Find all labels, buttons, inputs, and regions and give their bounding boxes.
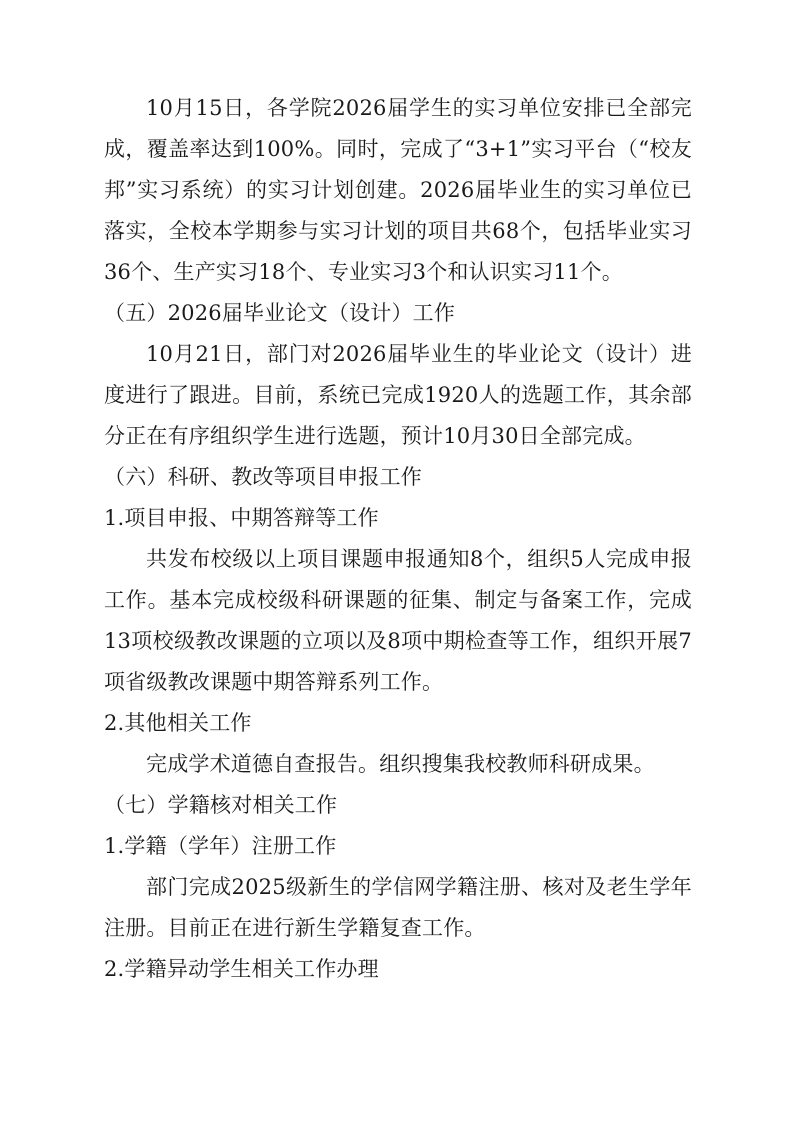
paragraph-internship-summary: 10月15日，各学院2026届学生的实习单位安排已全部完成，覆盖率达到100%。同时，完成了“3+1”实习平台（“校友邦”实习系统）的实习计划创建。2026届毕业生的实习单位已落实，全校本学期参与实习计划的项目共68个，包括毕业实习36个、生产实习18个、专业实习3个和认识实习11个。 [104,96,692,284]
heading-seven-item-two: 2.学籍异动学生相关工作办理 [104,957,379,981]
heading-six-item-one: 1.项目申报、中期答辩等工作 [104,506,379,530]
heading-section-six: （六）科研、教改等项目申报工作 [104,465,422,489]
heading-seven-item-one: 1.学籍（学年）注册工作 [104,834,337,858]
paragraph-other-work: 完成学术道德自查报告。组织搜集我校教师科研成果。 [146,752,655,776]
paragraph-project-declaration: 共发布校级以上项目课题申报通知8个，组织5人完成申报工作。基本完成校级科研课题的征集、制定与备案工作，完成13项校级教改课题的立项以及8项中期检查等工作，组织开展7项省级教改课题中期答辩系列工作。 [104,547,692,694]
paragraph-thesis-progress: 10月21日，部门对2026届毕业生的毕业论文（设计）进度进行了跟进。目前，系统已完成1920人的选题工作，其余部分正在有序组织学生进行选题，预计10月30日全部完成。 [104,342,692,448]
document-body [104,88,692,990]
heading-six-item-two: 2.其他相关工作 [104,711,252,735]
heading-section-five: （五）2026届毕业论文（设计）工作 [104,301,456,325]
heading-section-seven: （七）学籍核对相关工作 [104,793,338,817]
paragraph-student-registration: 部门完成2025级新生的学信网学籍注册、核对及老生学年注册。目前正在进行新生学籍复查工作。 [104,875,692,940]
